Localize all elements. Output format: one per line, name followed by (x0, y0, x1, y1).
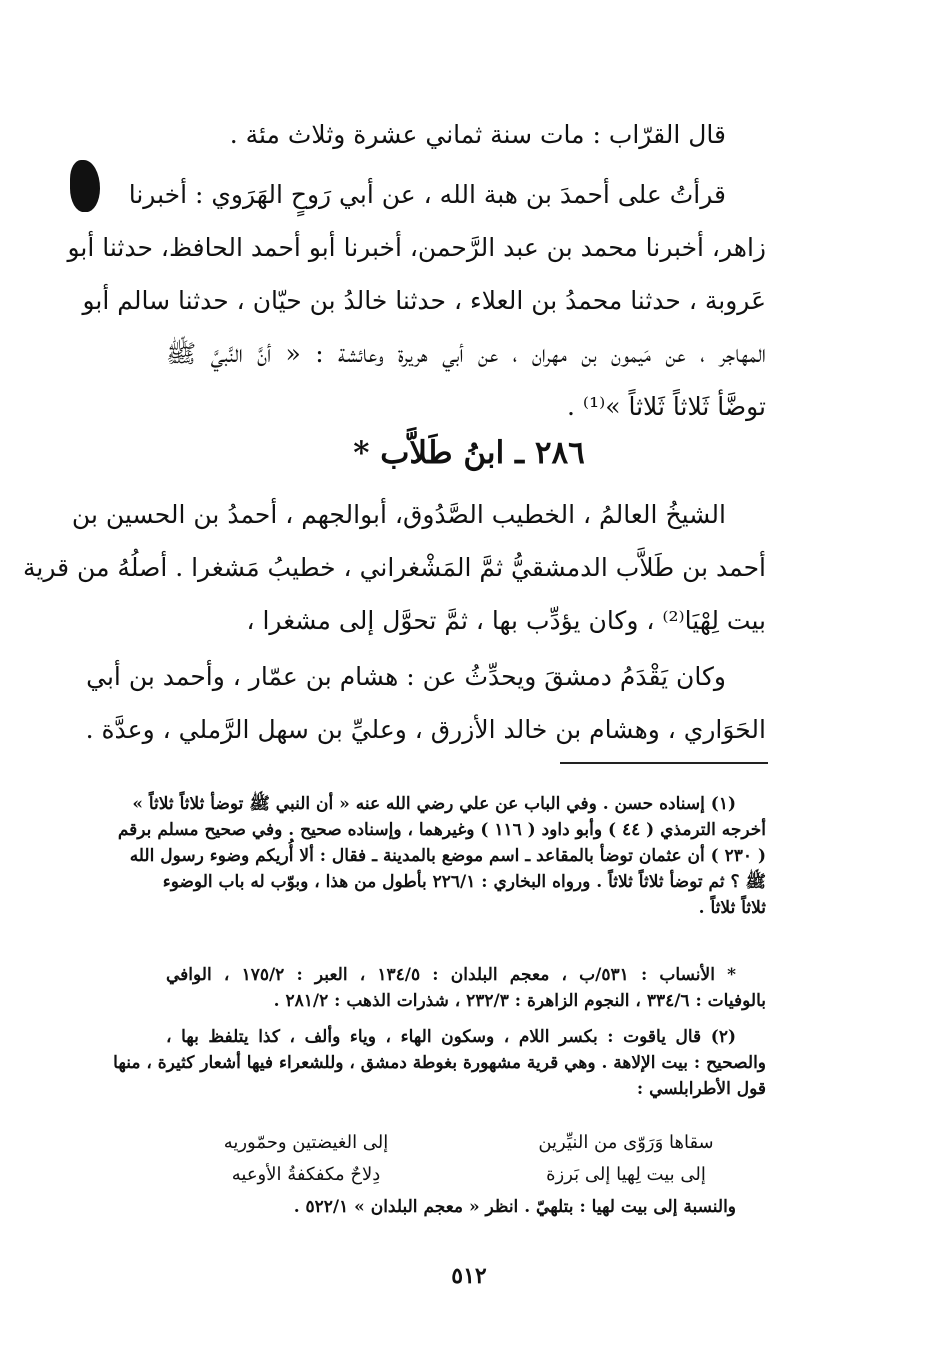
paragraph-3 (85, 650, 766, 756)
verse-row-2 (166, 1158, 766, 1190)
fn2-line-1: (٢) قال ياقوت : بكسر اللام ، وسكون الهاء ، وياء وألف ، كذا يتلفظ بها ، (166, 1027, 736, 1047)
p1-line-3: عَروبة ، حدثنا محمدُ بن العلاء ، حدثنا خالدُ بن حيّان ، حدثنا سالم أبو (82, 286, 766, 315)
fn1-line-4: ﷺ ؟ ثم توضأ ثلاثاً ثلاثاً . ورواه البخاري : ٢٢٦/١ بأطول من هذا ، وبوّب له باب الوضوء (162, 872, 766, 892)
intro-line: قال القرّاب : مات سنة ثماني عشرة وثلاث مئة . (229, 120, 726, 149)
verse-2-right: إلى بيت لِهيا إلى بَرزة (546, 1163, 706, 1185)
footnote-2-end (166, 1194, 766, 1220)
p1-line-1: قرأتُ على أحمدَ بن هبة الله ، عن أبي رَوحٍ الهَرَوي : أخبرنا (128, 180, 726, 209)
p3-line-1: وكان يَقْدَمُ دمشقَ ويحدِّثُ عن : هشام بن عمّار ، وأحمد بن أبي (86, 662, 726, 691)
entry-heading: ٢٨٦ ـ ابنُ طَلاَّب * (353, 435, 585, 471)
verse-2-left: دِلاحٌ مكفكفةُ الأوعيه (231, 1163, 381, 1185)
p2-line-2: أحمد بن طَلاَّب الدمشقيُّ ثمَّ المَشْغراني ، خطيبُ مَشغرا . أصلُهُ من قرية (23, 553, 766, 582)
fn1-line-1: (١) إسناده حسن . وفي الباب عن علي رضي الله عنه « أن النبي ﷺ توضأ ثلاثاً ثلاثاً » (132, 794, 736, 814)
verse-row-1 (166, 1126, 766, 1158)
p1-line-5: توضَّأ ثَلاثاً ثَلاثاً »⁽¹⁾ . (567, 392, 766, 421)
sources-line-1: * الأنساب : ٥٣١/ب ، معجم البلدان : ١٣٤/٥ ، العبر : ١٧٥/٢ ، الوافي (166, 965, 736, 985)
footnote-1 (117, 791, 766, 921)
fn1-line-3: ( ٢٣٠ ) أن عثمان توضأ بالمقاعد ـ اسم موضع بالمدينة ـ فقال : ألا أُريكم وضوء رسول الله (129, 846, 766, 866)
page-number: ٥١٢ (451, 1263, 487, 1289)
fn2-line-3: قول الأطرابلسي : (636, 1079, 766, 1099)
verse-1-right: سقاها وَرَوّى من النيِّرين (538, 1131, 714, 1153)
p3-line-2: الحَوَاري ، وهشام بن خالد الأزرق ، وعليِّ بن سهل الرَّملي ، وعدَّة . (85, 715, 766, 744)
footnote-2 (113, 1024, 766, 1102)
paragraph-1 (67, 168, 766, 433)
fn2-line-2: والصحيح : بيت الإلاهة . وهي قرية مشهورة بغوطة دمشق ، وللشعراء فيها أشعار كثيرة ، منها (113, 1053, 766, 1073)
fn1-line-5: ثلاثاً ثلاثاً . (698, 898, 766, 918)
intro-block (166, 108, 766, 161)
sources-line-2: بالوفيات : ٣٣٤/٦ ، النجوم الزاهرة : ٢٣٢/٣ ، شذرات الذهب : ٢٨١/٢ . (273, 991, 766, 1011)
footnote-divider (560, 762, 768, 764)
paragraph-2 (23, 488, 766, 647)
p1-line-2: زاهر، أخبرنا محمد بن عبد الرَّحمن، أخبرنا أبو أحمد الحافظ، حدثنا أبو (67, 233, 766, 262)
fn2-end-line: والنسبة إلى بيت لهيا : بتلهيّ . انظر « معجم البلدان » ٥٢٢/١ . (293, 1197, 736, 1217)
p1-line-4: المهاجر ، عن مَيمون بن مهران ، عن أبي هريرة وعائشة : « أنَّ النَّبيَّ ﷺ (166, 339, 766, 368)
p2-line-3: بيت لِهْيَا⁽²⁾ ، وكان يؤدِّب بها ، ثمَّ تحوَّل إلى مشغرا ، (246, 606, 766, 635)
footnote-sources (166, 962, 766, 1014)
p2-line-1: الشيخُ العالمُ ، الخطيب الصَّدُوق، أبوالجهم ، أحمدُ بن الحسين بن (71, 500, 726, 529)
verse-1-left: إلى الغيضتين وحمّوريه (223, 1131, 389, 1153)
fn1-line-2: أخرجه الترمذي ( ٤٤ ) وأبو داود ( ١١٦ ) وغيرهما ، وإسناده صحيح . وفي صحيح مسلم برقم (117, 820, 766, 840)
verse-block (166, 1126, 766, 1190)
ink-blot-mark (70, 160, 100, 212)
